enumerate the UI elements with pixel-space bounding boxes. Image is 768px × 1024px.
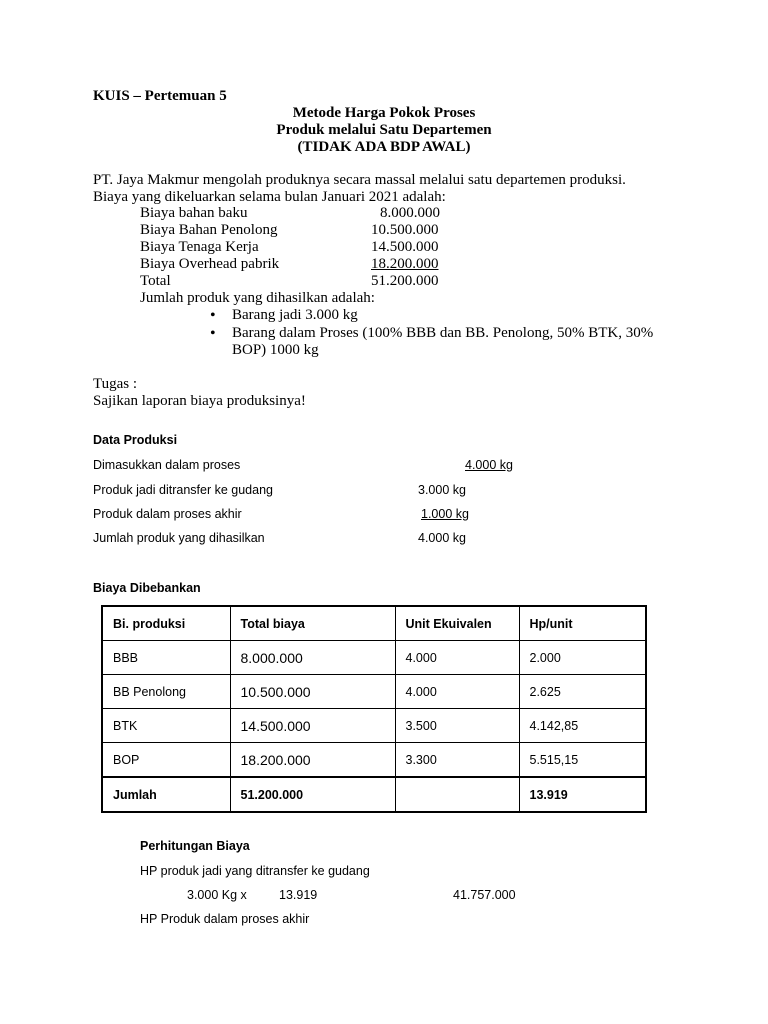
cost-value-overhead: 18.200.000: [371, 256, 439, 272]
dp-label-dalam-proses: Produk dalam proses akhir: [93, 507, 242, 521]
table-cell: 14.500.000: [230, 709, 395, 743]
table-row: [102, 641, 646, 675]
bullet-dot: •: [210, 307, 216, 324]
cost-label-bahan-penolong: Biaya Bahan Penolong: [140, 222, 278, 238]
footer-cell: 51.200.000: [230, 777, 395, 812]
table-row: [102, 743, 646, 778]
footer-cell: Jumlah: [102, 777, 230, 812]
cost-label-total: Total: [140, 273, 171, 289]
table-header-row: [102, 606, 646, 641]
table-cell: 4.000: [395, 675, 519, 709]
cost-value-bahan-baku: 8.000.000: [380, 205, 440, 221]
header-cell: Unit Ekuivalen: [395, 606, 519, 641]
cost-label-bahan-baku: Biaya bahan baku: [140, 205, 248, 221]
dp-value-produk-jadi: 3.000 kg: [418, 483, 466, 497]
table-cell: 4.142,85: [519, 709, 646, 743]
cost-value-total: 51.200.000: [371, 273, 439, 289]
table-cell: 3.300: [395, 743, 519, 778]
table-cell: 2.625: [519, 675, 646, 709]
doc-title-line1: Metode Harga Pokok Proses: [292, 105, 476, 121]
table-cell: 4.000: [395, 641, 519, 675]
dp-value-jumlah: 4.000 kg: [418, 531, 466, 545]
dp-label-jumlah: Jumlah produk yang dihasilkan: [93, 531, 265, 545]
perhitungan-line2: HP Produk dalam proses akhir: [140, 912, 310, 926]
products-intro: Jumlah produk yang dihasilkan adalah:: [140, 290, 375, 306]
header-cell: Hp/unit: [519, 606, 646, 641]
dp-value-dimasukkan: 4.000 kg: [465, 458, 513, 472]
footer-cell: [395, 777, 519, 812]
task-text: Sajikan laporan biaya produksinya!: [93, 393, 306, 409]
perhitungan-line1: HP produk jadi yang ditransfer ke gudang: [140, 864, 370, 878]
data-produksi-heading: Data Produksi: [93, 433, 178, 447]
intro-line1: PT. Jaya Makmur mengolah produknya secara massal melalui satu departemen produksi.: [93, 172, 626, 188]
bullet-dot: •: [210, 325, 216, 342]
table-footer-row: [102, 777, 646, 812]
table-row: [102, 675, 646, 709]
biaya-heading: Biaya Dibebankan: [93, 581, 201, 595]
dp-label-dimasukkan: Dimasukkan dalam proses: [93, 458, 241, 472]
cost-label-tenaga-kerja: Biaya Tenaga Kerja: [140, 239, 259, 255]
table-cell: 2.000: [519, 641, 646, 675]
cost-value-bahan-penolong: 10.500.000: [371, 222, 439, 238]
table-cell: BBB: [102, 641, 230, 675]
table-cell: 18.200.000: [230, 743, 395, 778]
dp-label-produk-jadi: Produk jadi ditransfer ke gudang: [93, 483, 273, 497]
header-cell: Bi. produksi: [102, 606, 230, 641]
header-cell: Total biaya: [230, 606, 395, 641]
calc-rate: 13.919: [279, 888, 318, 902]
doc-title-line2: Produk melalui Satu Departemen: [276, 122, 492, 138]
cost-allocation-table: [101, 605, 647, 813]
table-cell: 5.515,15: [519, 743, 646, 778]
cost-label-overhead: Biaya Overhead pabrik: [140, 256, 280, 272]
perhitungan-heading: Perhitungan Biaya: [140, 839, 250, 853]
table-row: [102, 709, 646, 743]
quiz-title: KUIS – Pertemuan 5: [93, 88, 227, 104]
cost-value-tenaga-kerja: 14.500.000: [371, 239, 439, 255]
intro-line2: Biaya yang dikeluarkan selama bulan Januari 2021 adalah:: [93, 189, 446, 205]
table-cell: 8.000.000: [230, 641, 395, 675]
table-cell: 10.500.000: [230, 675, 395, 709]
table-cell: BTK: [102, 709, 230, 743]
table-cell: 3.500: [395, 709, 519, 743]
footer-cell: 13.919: [519, 777, 646, 812]
doc-title-line3: (TIDAK ADA BDP AWAL): [297, 139, 471, 155]
table-cell: BOP: [102, 743, 230, 778]
bullet-barang-proses-cont: BOP) 1000 kg: [232, 342, 319, 358]
task-label: Tugas :: [93, 376, 138, 392]
bullet-barang-jadi: Barang jadi 3.000 kg: [232, 307, 358, 323]
bullet-barang-proses: Barang dalam Proses (100% BBB dan BB. Penolong, 50% BTK, 30%: [232, 325, 654, 341]
calc-total: 41.757.000: [453, 888, 516, 902]
table-cell: BB Penolong: [102, 675, 230, 709]
dp-value-dalam-proses: 1.000 kg: [421, 507, 469, 521]
calc-quantity: 3.000 Kg x: [187, 888, 247, 902]
